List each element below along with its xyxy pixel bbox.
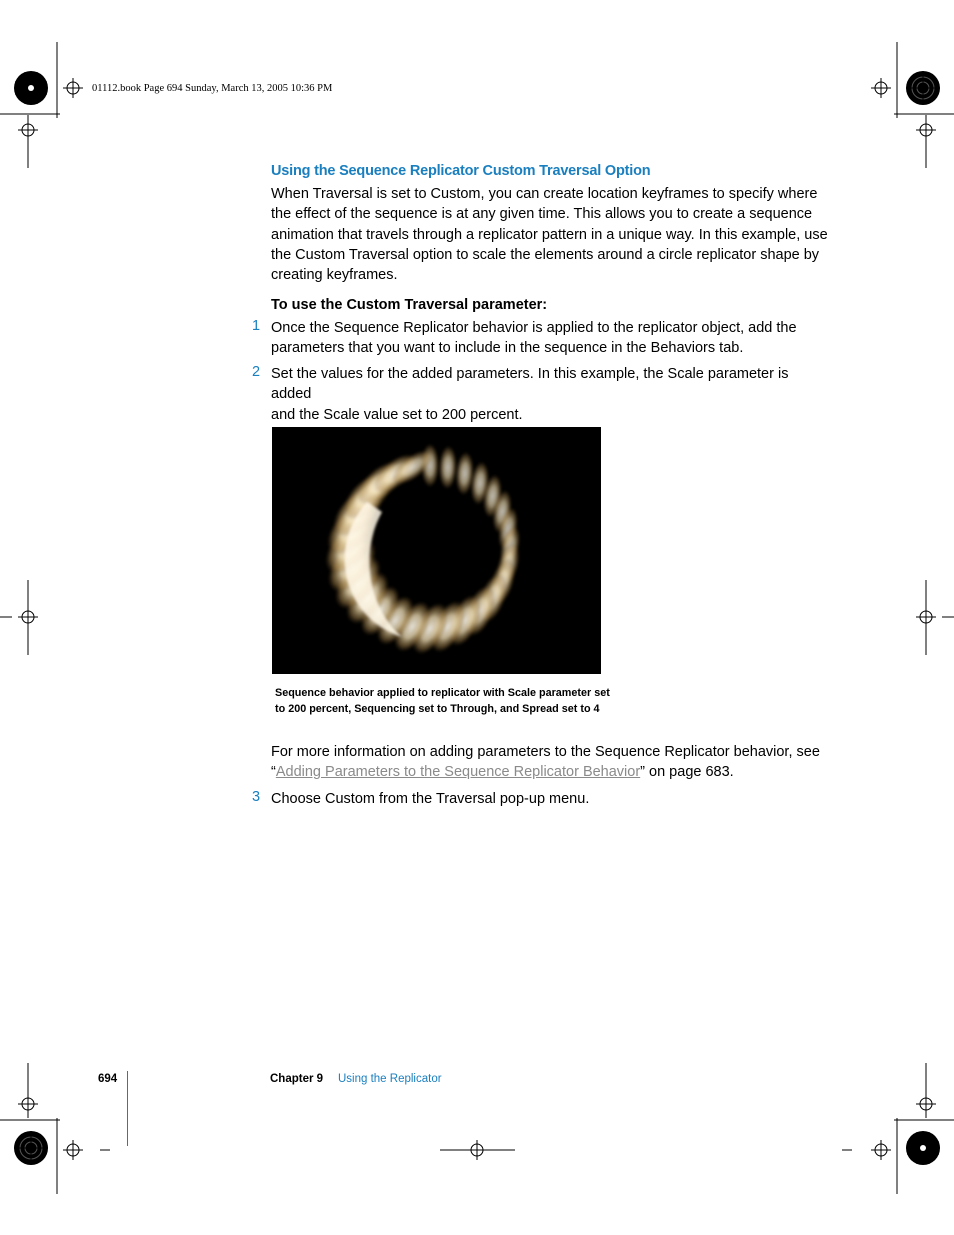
text-line: Set the values for the added parameters. In this example, the Scale parameter is added bbox=[271, 366, 789, 403]
step-number: 2 bbox=[252, 364, 261, 380]
registration-starburst-icon bbox=[906, 1131, 940, 1165]
text-line: For more information on adding parameters to the Sequence Replicator behavior, see bbox=[271, 744, 820, 760]
text-line: animation that travels through a replicator pattern in a unique way. In this example, use bbox=[271, 226, 828, 243]
step-number: 3 bbox=[252, 789, 261, 805]
caption-line: to 200 percent, Sequencing set to Through, and Spread set to 4 bbox=[275, 702, 600, 715]
caption-line: Sequence behavior applied to replicator with Scale parameter set bbox=[275, 687, 610, 699]
replicator-element bbox=[438, 445, 457, 490]
text-line: the effect of the sequence is at any given time. This allows you to create a sequence bbox=[271, 206, 813, 223]
section-heading: Using the Sequence Replicator Custom Traversal Option bbox=[271, 163, 651, 179]
cross-reference-link[interactable]: Adding Parameters to the Sequence Replicator Behavior bbox=[275, 764, 641, 781]
footer-divider bbox=[127, 1071, 128, 1146]
registration-target-icon bbox=[14, 1131, 48, 1165]
chapter-title: Using the Replicator bbox=[338, 1073, 442, 1085]
text-line: Choose Custom from the Traversal pop-up menu. bbox=[271, 791, 590, 807]
page-reference: ” on page 683. bbox=[640, 764, 734, 781]
step-text bbox=[271, 789, 831, 809]
page-number: 694 bbox=[98, 1073, 118, 1085]
registration-starburst-icon bbox=[14, 71, 48, 105]
text-line: and the Scale value set to 200 percent. bbox=[271, 406, 523, 423]
crosshair-icon bbox=[63, 1140, 83, 1160]
text-line: When Traversal is set to Custom, you can create location keyframes to specify where bbox=[271, 186, 818, 202]
figure-caption bbox=[275, 686, 615, 717]
step-text bbox=[271, 364, 831, 425]
more-info-paragraph bbox=[271, 742, 851, 783]
procedure-heading: To use the Custom Traversal parameter: bbox=[271, 297, 548, 313]
text-line: Once the Sequence Replicator behavior is applied to the replicator object, add the bbox=[271, 320, 797, 336]
text-line: creating keyframes. bbox=[271, 267, 398, 284]
step-number: 1 bbox=[252, 318, 261, 334]
text-line: the Custom Traversal option to scale the elements around a circle replicator shape by bbox=[271, 246, 820, 263]
text-line bbox=[271, 762, 851, 782]
replicator-figure-image bbox=[272, 427, 601, 674]
intro-paragraph bbox=[271, 184, 831, 285]
text-line: parameters that you want to include in the sequence in the Behaviors tab. bbox=[271, 340, 744, 357]
crosshair-icon bbox=[63, 78, 83, 98]
step-text bbox=[271, 318, 831, 359]
replicator-ring-render bbox=[272, 427, 601, 674]
print-job-header: 01112.book Page 694 Sunday, March 13, 2005 10:36 PM bbox=[92, 83, 333, 94]
crosshair-icon bbox=[871, 78, 891, 98]
chapter-label: Chapter 9 bbox=[270, 1073, 324, 1085]
open-quote: “ bbox=[271, 764, 276, 781]
registration-target-icon bbox=[906, 71, 940, 105]
crosshair-icon bbox=[871, 1140, 891, 1160]
